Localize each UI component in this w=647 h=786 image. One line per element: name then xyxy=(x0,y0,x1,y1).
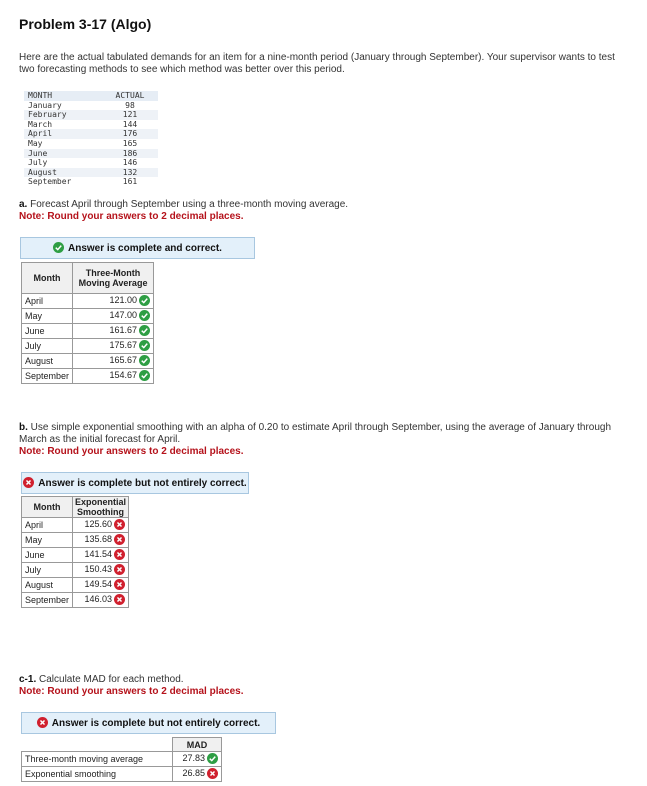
month-cell: February xyxy=(24,110,102,120)
part-b-header-month: Month xyxy=(22,497,73,518)
x-circle-icon xyxy=(114,594,125,607)
check-circle-icon xyxy=(139,370,150,383)
check-circle-icon xyxy=(139,355,150,368)
month-cell: January xyxy=(28,100,62,110)
month-cell: June xyxy=(22,324,73,339)
answer-value: 147.00 xyxy=(109,310,138,321)
table-row xyxy=(24,129,158,139)
answer-value: 135.68 xyxy=(84,534,113,545)
month-cell: September xyxy=(22,369,73,384)
answer-value: 146.03 xyxy=(84,594,113,605)
table-row xyxy=(22,563,129,578)
table-row xyxy=(24,101,158,111)
month-cell: April xyxy=(22,294,73,309)
x-circle-icon xyxy=(114,564,125,577)
part-a-text: Forecast April through September using a three-month moving average. xyxy=(30,199,349,210)
actual-cell: 132 xyxy=(102,168,158,178)
table-row xyxy=(24,120,158,130)
part-a-banner-text: Answer is complete and correct. xyxy=(68,242,222,254)
table-row xyxy=(22,578,129,593)
month-cell: May xyxy=(22,309,73,324)
part-a-header-value: Three-Month Moving Average xyxy=(73,263,154,294)
month-cell: September xyxy=(22,593,73,608)
method-cell: Three-month moving average xyxy=(22,752,173,767)
demand-header-month: MONTH xyxy=(24,91,102,101)
part-c1-label: c-1. xyxy=(19,674,37,685)
month-cell: July xyxy=(28,158,48,168)
actual-cell: 98 xyxy=(125,100,135,110)
actual-cell: 165 xyxy=(122,138,138,148)
x-circle-icon xyxy=(207,768,218,781)
answer-value: 121.00 xyxy=(109,295,138,306)
actual-cell: 161 xyxy=(122,177,138,187)
part-c1-banner-text: Answer is complete but not entirely correct. xyxy=(51,717,261,729)
x-circle-icon xyxy=(114,579,125,592)
answer-input[interactable] xyxy=(73,563,129,578)
table-row xyxy=(22,354,154,369)
answer-input[interactable] xyxy=(73,518,129,533)
table-row xyxy=(24,158,158,168)
x-circle-icon xyxy=(114,534,125,547)
part-c1-table xyxy=(21,737,222,782)
part-c1-text: Calculate MAD for each method. xyxy=(39,674,184,685)
answer-input[interactable] xyxy=(173,767,222,782)
actual-cell: 146 xyxy=(122,158,138,168)
part-c1-question xyxy=(19,674,629,698)
answer-input[interactable] xyxy=(173,752,222,767)
x-circle-icon xyxy=(37,717,48,728)
part-b-label: b. xyxy=(19,422,28,433)
part-c1-note: Note: Round your answers to 2 decimal places. xyxy=(19,686,244,697)
part-c1-header-mad: MAD xyxy=(173,738,222,752)
answer-value: 26.85 xyxy=(182,768,205,779)
answer-input[interactable] xyxy=(73,354,154,369)
part-a-label: a. xyxy=(19,199,28,210)
method-cell: Exponential smoothing xyxy=(22,767,173,782)
month-cell: July xyxy=(22,339,73,354)
demand-header-actual: ACTUAL xyxy=(102,91,158,101)
actual-cell: 186 xyxy=(102,149,158,159)
month-cell: April xyxy=(24,129,102,139)
table-row xyxy=(24,149,158,159)
part-b-header-value: Exponential Smoothing xyxy=(73,497,129,518)
answer-value: 154.67 xyxy=(109,370,138,381)
table-row xyxy=(22,593,129,608)
month-cell: March xyxy=(28,119,53,129)
month-cell: May xyxy=(22,533,73,548)
answer-value: 175.67 xyxy=(109,340,138,351)
part-a-note: Note: Round your answers to 2 decimal places. xyxy=(19,211,244,222)
answer-input[interactable] xyxy=(73,578,129,593)
check-circle-icon xyxy=(139,325,150,338)
month-cell: June xyxy=(24,149,102,159)
part-b-question xyxy=(19,422,629,458)
x-circle-icon xyxy=(114,519,125,532)
answer-value: 165.67 xyxy=(109,355,138,366)
part-b-note: Note: Round your answers to 2 decimal places. xyxy=(19,446,244,457)
part-b-banner-text: Answer is complete but not entirely correct. xyxy=(38,477,247,489)
demand-table xyxy=(24,91,158,187)
part-a-header-month: Month xyxy=(22,263,73,294)
part-c1-header-method xyxy=(22,738,173,752)
problem-intro: Here are the actual tabulated demands for an item for a nine-month period (January through September). Your supervisor wants to test two forecasting methods to see which method was better over this period. xyxy=(19,52,615,75)
answer-input[interactable] xyxy=(73,339,154,354)
table-row xyxy=(24,110,158,120)
check-circle-icon xyxy=(139,340,150,353)
problem-title: Problem 3-17 (Algo) xyxy=(19,16,152,32)
table-row xyxy=(22,533,129,548)
table-row xyxy=(24,139,158,149)
table-row xyxy=(22,752,222,767)
answer-value: 141.54 xyxy=(84,549,113,560)
answer-value: 149.54 xyxy=(84,579,113,590)
actual-cell: 176 xyxy=(102,129,158,139)
answer-input[interactable] xyxy=(73,309,154,324)
table-row xyxy=(22,518,129,533)
month-cell: June xyxy=(22,548,73,563)
answer-value: 125.60 xyxy=(84,519,113,530)
month-cell: August xyxy=(22,354,73,369)
part-a-table xyxy=(21,262,154,384)
table-row xyxy=(24,168,158,178)
table-row xyxy=(22,309,154,324)
answer-value: 27.83 xyxy=(182,753,205,764)
part-b-table xyxy=(21,496,129,608)
answer-input[interactable] xyxy=(73,548,129,563)
answer-input[interactable] xyxy=(73,369,154,384)
x-circle-icon xyxy=(114,549,125,562)
month-cell: May xyxy=(28,138,43,148)
table-row xyxy=(22,767,222,782)
answer-input[interactable] xyxy=(73,294,154,309)
answer-input[interactable] xyxy=(73,533,129,548)
part-c1-banner xyxy=(21,712,276,734)
month-cell: July xyxy=(22,563,73,578)
table-row xyxy=(22,548,129,563)
month-cell: September xyxy=(28,177,72,187)
table-row xyxy=(24,177,158,187)
check-circle-icon xyxy=(207,753,218,766)
x-circle-icon xyxy=(23,477,34,488)
part-a-banner xyxy=(20,237,255,259)
part-b-text: Use simple exponential smoothing with an alpha of 0.20 to estimate April through September, using the average of January through March as the initial forecast for April. xyxy=(19,422,612,445)
answer-input[interactable] xyxy=(73,324,154,339)
month-cell: August xyxy=(24,168,102,178)
actual-cell: 121 xyxy=(102,110,158,120)
actual-cell: 144 xyxy=(122,119,138,129)
answer-value: 161.67 xyxy=(109,325,138,336)
month-cell: April xyxy=(22,518,73,533)
table-row xyxy=(22,294,154,309)
table-row xyxy=(22,339,154,354)
part-a-question xyxy=(19,199,629,223)
table-row xyxy=(22,369,154,384)
answer-value: 150.43 xyxy=(84,564,113,575)
check-circle-icon xyxy=(53,242,64,253)
part-b-banner xyxy=(21,472,249,494)
check-circle-icon xyxy=(139,295,150,308)
answer-input[interactable] xyxy=(73,593,129,608)
table-row xyxy=(22,324,154,339)
month-cell: August xyxy=(22,578,73,593)
check-circle-icon xyxy=(139,310,150,323)
